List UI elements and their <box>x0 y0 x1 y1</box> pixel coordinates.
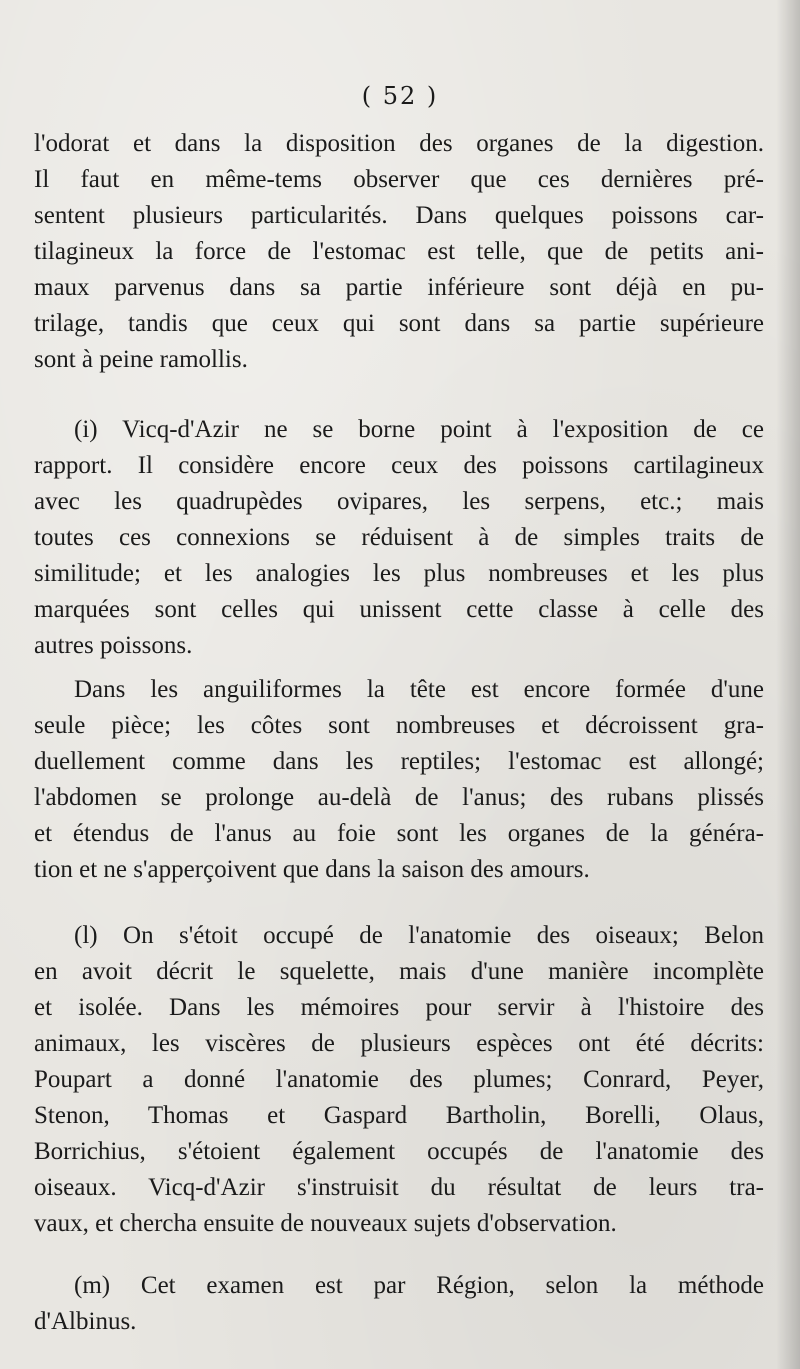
text-line: vaux, et chercha ensuite de nouveaux sujets d'observation. <box>34 1210 617 1237</box>
text-line: l'abdomen se prolonge au-delà de l'anus; des rubans plissés <box>34 784 764 811</box>
text-line: Dans les anguiliformes la tête est encore formée d'une <box>74 676 764 703</box>
text-line: rapport. Il considère encore ceux des poissons cartilagineux <box>34 452 764 479</box>
text-line: tion et ne s'apperçoivent que dans la saison des amours. <box>34 856 590 883</box>
text-line: sont à peine ramollis. <box>34 346 248 373</box>
text-line: Stenon, Thomas et Gaspard Bartholin, Borelli, Olaus, <box>34 1102 764 1129</box>
footnote-i <box>34 412 764 664</box>
text-line: (i) Vicq-d'Azir ne se borne point à l'exposition de ce <box>74 416 764 443</box>
text-line: maux parvenus dans sa partie inférieure sont déjà en pu- <box>34 274 764 301</box>
paragraph-odorat <box>34 126 764 378</box>
text-line: Borrichius, s'étoient également occupés de l'anatomie des <box>34 1138 764 1165</box>
text-line: duellement comme dans les reptiles; l'estomac est allongé; <box>34 748 764 775</box>
text-line: trilage, tandis que ceux qui sont dans sa partie supérieure <box>34 310 764 337</box>
text-line: seule pièce; les côtes sont nombreuses et décroissent gra- <box>34 712 764 739</box>
text-line: animaux, les viscères de plusieurs espèces ont été décrits: <box>34 1030 764 1057</box>
text-line: et isolée. Dans les mémoires pour servir à l'histoire des <box>34 994 764 1021</box>
text-line: (m) Cet examen est par Région, selon la méthode <box>74 1272 764 1299</box>
text-line: toutes ces connexions se réduisent à de simples traits de <box>34 524 764 551</box>
text-line: similitude; et les analogies les plus nombreuses et les plus <box>34 560 764 587</box>
page-number: ( 52 ) <box>361 82 439 110</box>
text-line: autres poissons. <box>34 632 193 659</box>
text-line: Il faut en même-tems observer que ces dernières pré- <box>34 166 764 193</box>
text-line: tilagineux la force de l'estomac est telle, que de petits ani- <box>34 238 764 265</box>
footnote-l <box>34 918 764 1242</box>
page-edge-shadow <box>776 0 800 1369</box>
text-line: d'Albinus. <box>34 1308 137 1335</box>
text-line: marquées sont celles qui unissent cette classe à celle des <box>34 596 764 623</box>
footnote-m <box>34 1268 764 1340</box>
paragraph-anguiliformes <box>34 672 764 888</box>
text-line: l'odorat et dans la disposition des organes de la digestion. <box>34 130 764 157</box>
text-line: avec les quadrupèdes ovipares, les serpens, etc.; mais <box>34 488 764 515</box>
text-line: en avoit décrit le squelette, mais d'une manière incomplète <box>34 958 764 985</box>
text-line: sentent plusieurs particularités. Dans quelques poissons car- <box>34 202 764 229</box>
text-line: oiseaux. Vicq-d'Azir s'instruisit du résultat de leurs tra- <box>34 1174 764 1201</box>
text-line: Poupart a donné l'anatomie des plumes; Conrard, Peyer, <box>34 1066 764 1093</box>
text-line: (l) On s'étoit occupé de l'anatomie des oiseaux; Belon <box>74 922 764 949</box>
text-line: et étendus de l'anus au foie sont les organes de la généra- <box>34 820 764 847</box>
